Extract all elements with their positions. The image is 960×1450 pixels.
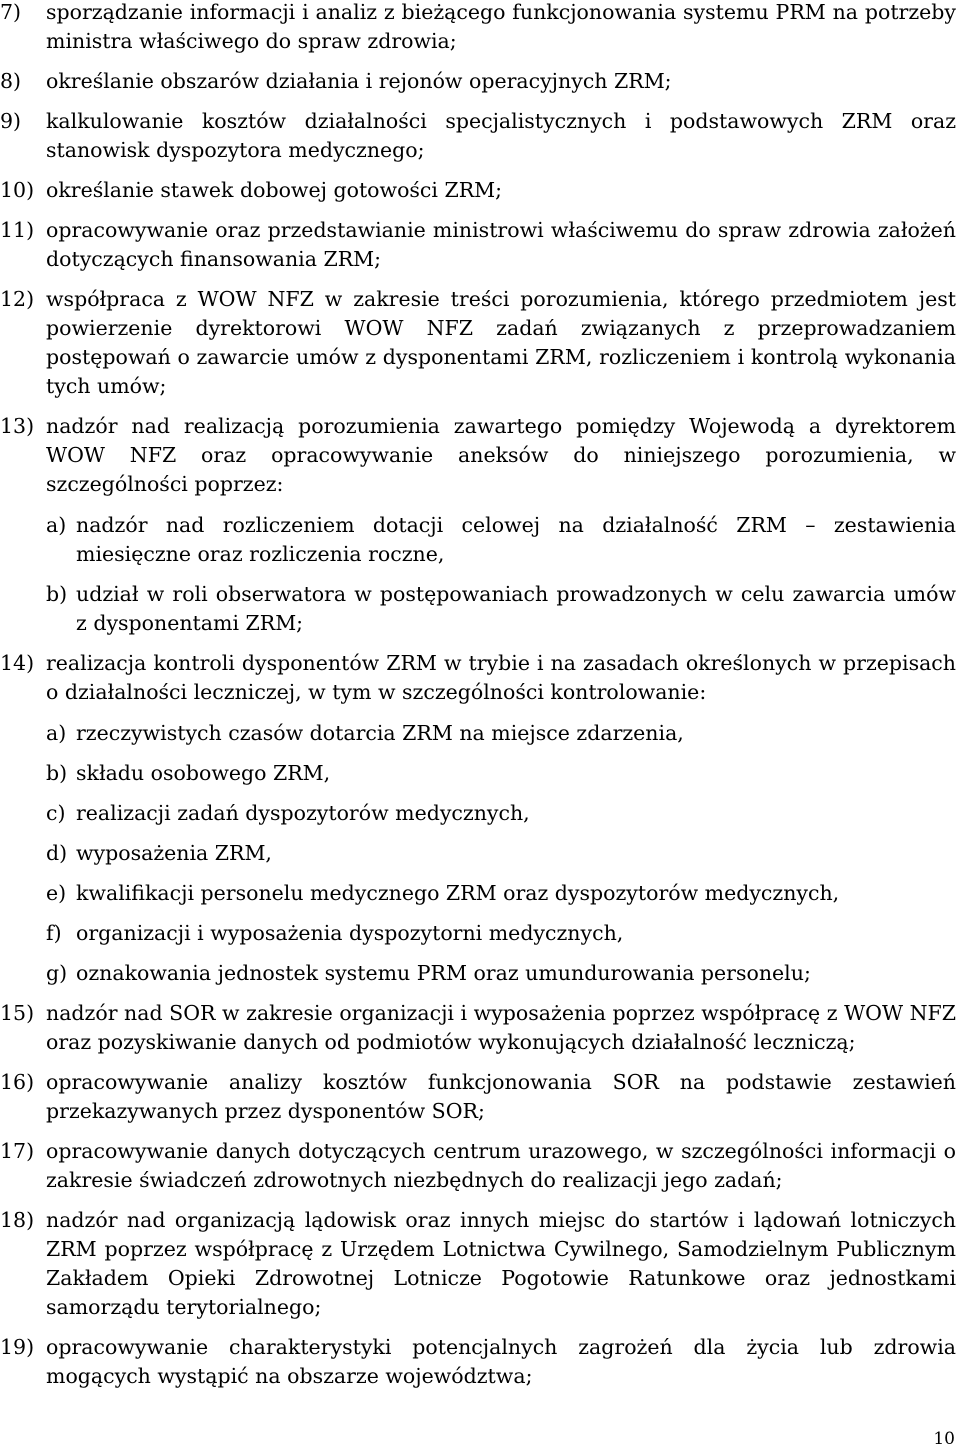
- list-item: [0, 412, 956, 638]
- item-number: 17): [0, 1139, 35, 1163]
- sub-item-text: rzeczywistych czasów dotarcia ZRM na miejsce zdarzenia,: [76, 721, 684, 745]
- sub-item-letter: b): [46, 761, 68, 785]
- item-text: określanie stawek dobowej gotowości ZRM;: [46, 178, 503, 202]
- sub-item-text: oznakowania jednostek systemu PRM oraz umundurowania personelu;: [76, 961, 811, 985]
- list-item: [0, 216, 956, 274]
- item-text: nadzór nad SOR w zakresie organizacji i wyposażenia poprzez współpracę z WOW NFZ oraz pozyskiwanie danych od podmiotów wykonujących działalność leczniczą;: [46, 1001, 956, 1054]
- sub-list-item: [46, 919, 956, 948]
- list-item: [0, 1206, 956, 1322]
- sub-item-text: realizacji zadań dyspozytorów medycznych,: [76, 801, 530, 825]
- item-text: sporządzanie informacji i analiz z bieżącego funkcjonowania systemu PRM na potrzeby ministra właściwego do spraw zdrowia;: [46, 0, 956, 53]
- list-item: [0, 1137, 956, 1195]
- sub-item-text: nadzór nad rozliczeniem dotacji celowej na działalność ZRM – zestawienia miesięczne oraz rozliczenia roczne,: [76, 513, 956, 566]
- item-number: 7): [0, 0, 22, 24]
- sub-item-text: składu osobowego ZRM,: [76, 761, 331, 785]
- item-text: kalkulowanie kosztów działalności specjalistycznych i podstawowych ZRM oraz stanowisk dyspozytora medycznego;: [46, 109, 956, 162]
- sub-item-letter: a): [46, 513, 67, 537]
- list-item: [0, 285, 956, 401]
- sub-item-letter: c): [46, 801, 66, 825]
- item-number: 10): [0, 178, 35, 202]
- item-number: 14): [0, 651, 35, 675]
- item-number: 11): [0, 218, 35, 242]
- item-number: 8): [0, 69, 22, 93]
- item-text: opracowywanie oraz przedstawianie ministrowi właściwemu do spraw zdrowia założeń dotyczących finansowania ZRM;: [46, 218, 956, 271]
- item-number: 16): [0, 1070, 35, 1094]
- item-number: 18): [0, 1208, 35, 1232]
- item-text: opracowywanie danych dotyczących centrum urazowego, w szczególności informacji o zakresie świadczeń zdrowotnych niezbędnych do realizacji jego zadań;: [46, 1139, 956, 1192]
- sub-item-letter: b): [46, 582, 68, 606]
- sub-item-text: udział w roli obserwatora w postępowaniach prowadzonych w celu zawarcia umów z dysponentami ZRM;: [76, 582, 956, 635]
- page-number: 10: [933, 1429, 955, 1449]
- item-text: opracowywanie analizy kosztów funkcjonowania SOR na podstawie zestawień przekazywanych przez dysponentów SOR;: [46, 1070, 956, 1123]
- sub-item-text: wyposażenia ZRM,: [76, 841, 272, 865]
- sub-item-letter: e): [46, 881, 67, 905]
- sub-list-item: [46, 959, 956, 988]
- sub-list-item: [46, 719, 956, 748]
- item-text: współpraca z WOW NFZ w zakresie treści porozumienia, którego przedmiotem jest powierzenie dyrektorowi WOW NFZ zadań związanych z przeprowadzaniem postępowań o zawarcie umów z dysponentami ZRM, rozliczeniem i kontrolą wykonania tych umów;: [46, 287, 956, 398]
- sub-item-text: kwalifikacji personelu medycznego ZRM oraz dyspozytorów medycznych,: [76, 881, 840, 905]
- item-number: 9): [0, 109, 22, 133]
- sub-item-text: organizacji i wyposażenia dyspozytorni medycznych,: [76, 921, 624, 945]
- sub-item-letter: g): [46, 961, 68, 985]
- sub-list-item: [46, 580, 956, 638]
- item-text: nadzór nad organizacją lądowisk oraz innych miejsc do startów i lądowań lotniczych ZRM poprzez współpracę z Urzędem Lotnictwa Cywilnego, Samodzielnym Publicznym Zakładem Opieki Zdrowotnej Lotnicze Pogotowie Ratunkowe oraz jednostkami samorządu terytorialnego;: [46, 1208, 956, 1319]
- sub-list-item: [46, 799, 956, 828]
- list-item: [0, 176, 956, 205]
- item-number: 19): [0, 1335, 35, 1359]
- sub-list-item: [46, 839, 956, 868]
- sub-list: [46, 511, 956, 638]
- sub-item-letter: f): [46, 921, 62, 945]
- sub-list-item: [46, 511, 956, 569]
- list-item: [0, 649, 956, 988]
- item-number: 13): [0, 414, 35, 438]
- sub-list-item: [46, 759, 956, 788]
- list-item: [0, 1333, 956, 1391]
- sub-list: [46, 719, 956, 988]
- sub-item-letter: d): [46, 841, 68, 865]
- sub-list-item: [46, 879, 956, 908]
- sub-item-letter: a): [46, 721, 67, 745]
- list-item: [0, 107, 956, 165]
- item-text: realizacja kontroli dysponentów ZRM w trybie i na zasadach określonych w przepisach o działalności leczniczej, w tym w szczególności kontrolowanie:: [46, 651, 956, 704]
- list-item: [0, 67, 956, 96]
- item-text: nadzór nad realizacją porozumienia zawartego pomiędzy Wojewodą a dyrektorem WOW NFZ oraz opracowywanie aneksów do niniejszego porozumienia, w szczególności poprzez:: [46, 414, 956, 496]
- list-item: [0, 999, 956, 1057]
- item-number: 12): [0, 287, 35, 311]
- list-item: [0, 0, 956, 56]
- item-text: opracowywanie charakterystyki potencjalnych zagrożeń dla życia lub zdrowia mogących wystąpić na obszarze województwa;: [46, 1335, 956, 1388]
- list-item: [0, 1068, 956, 1126]
- item-text: określanie obszarów działania i rejonów operacyjnych ZRM;: [46, 69, 672, 93]
- item-number: 15): [0, 1001, 35, 1025]
